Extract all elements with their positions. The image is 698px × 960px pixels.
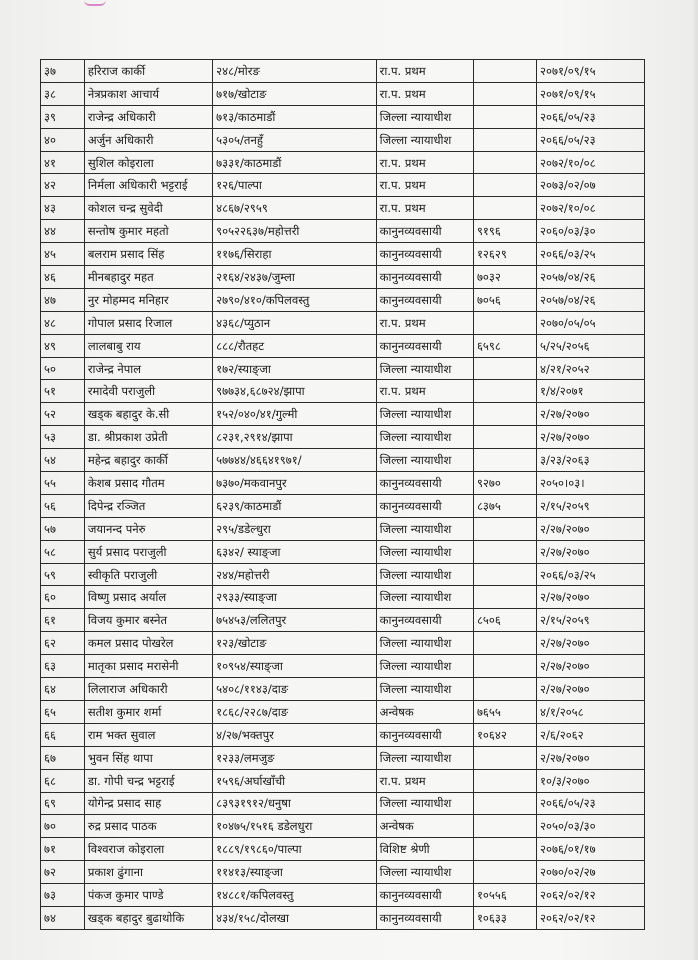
date-cell: २/२७/२०७० (537, 540, 645, 563)
registration-cell: १८६८/२२८७/दाङ (213, 700, 377, 723)
registration-cell: २१६४/२४३७/जुम्ला (213, 266, 377, 289)
serial-number-cell: ४१ (41, 151, 85, 174)
name-cell: जयानन्द पनेरु (84, 517, 212, 540)
position-cell: जिल्ला न्यायाधीश (376, 678, 473, 701)
position-cell: कानुनव्यवसायी (376, 243, 473, 266)
table-row (41, 266, 645, 289)
serial-number-cell: ४९ (41, 334, 85, 357)
date-cell: ५/२५/२०५६ (537, 334, 645, 357)
serial-number-cell: ५२ (41, 403, 85, 426)
serial-number-cell: ६५ (41, 700, 85, 723)
name-cell: अर्जुन अधिकारी (84, 128, 212, 151)
table-row (41, 700, 645, 723)
position-cell: जिल्ला न्यायाधीश (376, 861, 473, 884)
license-number-cell: ८३७५ (473, 494, 536, 517)
license-number-cell: १०६४२ (473, 723, 536, 746)
license-number-cell (473, 174, 536, 197)
name-cell: डा. श्रीप्रकाश उप्रेती (84, 426, 212, 449)
serial-number-cell: ५४ (41, 449, 85, 472)
date-cell: २०६६/०३/२५ (537, 243, 645, 266)
registration-cell: २९५/डडेल्धुरा (213, 517, 377, 540)
position-cell: कानुनव्यवसायी (376, 472, 473, 495)
registration-cell: १५२/०४०/४१/गुल्मी (213, 403, 377, 426)
registration-cell: १७२/स्याङ्जा (213, 357, 377, 380)
position-cell: कानुनव्यवसायी (376, 288, 473, 311)
serial-number-cell: ४७ (41, 288, 85, 311)
position-cell: जिल्ला न्यायाधीश (376, 105, 473, 128)
license-number-cell (473, 82, 536, 105)
license-number-cell (473, 655, 536, 678)
serial-number-cell: ५९ (41, 563, 85, 586)
table-row (41, 723, 645, 746)
table-row (41, 334, 645, 357)
position-cell: जिल्ला न्यायाधीश (376, 426, 473, 449)
name-cell: भुवन सिंह थापा (84, 746, 212, 769)
license-number-cell (473, 861, 536, 884)
license-number-cell (473, 357, 536, 380)
table-row (41, 746, 645, 769)
name-cell: सतीश कुमार शर्मा (84, 700, 212, 723)
position-cell: कानुनव्यवसायी (376, 723, 473, 746)
date-cell: २/२७/२०७० (537, 655, 645, 678)
license-number-cell (473, 60, 536, 83)
table-row (41, 380, 645, 403)
name-cell: प्रकाश ढुंगाना (84, 861, 212, 884)
table-row (41, 288, 645, 311)
registration-cell: ११४१३/स्याङ्जा (213, 861, 377, 884)
name-cell: नेत्रप्रकाश आचार्य (84, 82, 212, 105)
date-cell: २०५०।०३। (537, 472, 645, 495)
table-row (41, 60, 645, 83)
name-cell: पंकज कुमार पाण्डे (84, 884, 212, 907)
date-cell: २०६६/०५/२३ (537, 792, 645, 815)
registration-cell: ८८८/रौतहट (213, 334, 377, 357)
name-cell: योगेन्द्र प्रसाद साह (84, 792, 212, 815)
name-cell: रमादेवी पराजुली (84, 380, 212, 403)
name-cell: गोपाल प्रसाद रिजाल (84, 311, 212, 334)
serial-number-cell: ४० (41, 128, 85, 151)
name-cell: स्वीकृति पराजुली (84, 563, 212, 586)
position-cell: अन्वेषक (376, 700, 473, 723)
table-row (41, 632, 645, 655)
registration-cell: १२३/खोटाङ (213, 632, 377, 655)
serial-number-cell: ४२ (41, 174, 85, 197)
name-cell: दिपेन्द्र रञ्जित (84, 494, 212, 517)
license-number-cell: ७६५५ (473, 700, 536, 723)
license-number-cell: ९२७० (473, 472, 536, 495)
table-row (41, 403, 645, 426)
registration-cell: १०४७५/१५१६ डडेलधुरा (213, 815, 377, 838)
position-cell: कानुनव्यवसायी (376, 220, 473, 243)
table-row (41, 197, 645, 220)
name-cell: विश्वराज कोइराला (84, 838, 212, 861)
name-cell: सुशिल कोइराला (84, 151, 212, 174)
position-cell: विशिष्ट श्रेणी (376, 838, 473, 861)
name-cell: कमल प्रसाद पोखरेल (84, 632, 212, 655)
table-row (41, 769, 645, 792)
serial-number-cell: ४३ (41, 197, 85, 220)
registration-cell: ७३३१/काठमाडौं (213, 151, 377, 174)
serial-number-cell: ५० (41, 357, 85, 380)
date-cell: १/४/२०७१ (537, 380, 645, 403)
position-cell: अन्वेषक (376, 815, 473, 838)
license-number-cell (473, 517, 536, 540)
name-cell: राजेन्द्र नेपाल (84, 357, 212, 380)
table-row (41, 655, 645, 678)
serial-number-cell: ५७ (41, 517, 85, 540)
date-cell: २०६६/०५/२३ (537, 128, 645, 151)
serial-number-cell: ७० (41, 815, 85, 838)
name-cell: डा. गोपी चन्द्र भट्टराई (84, 769, 212, 792)
serial-number-cell: ४६ (41, 266, 85, 289)
registration-cell: ७५४५३/ललितपुर (213, 609, 377, 632)
position-cell: जिल्ला न्यायाधीश (376, 655, 473, 678)
serial-number-cell: ६० (41, 586, 85, 609)
license-number-cell (473, 586, 536, 609)
date-cell: २०५७/०४/२६ (537, 288, 645, 311)
registration-cell: ६३४२/ स्याङ्जा (213, 540, 377, 563)
serial-number-cell: ६६ (41, 723, 85, 746)
table-row (41, 105, 645, 128)
license-number-cell: ७०३२ (473, 266, 536, 289)
name-cell: लिलाराज अधिकारी (84, 678, 212, 701)
serial-number-cell: ४८ (41, 311, 85, 334)
date-cell: २०५०/०३/३० (537, 815, 645, 838)
name-cell: रुद्र प्रसाद पाठक (84, 815, 212, 838)
registration-cell: ६२३९/काठमाडौं (213, 494, 377, 517)
position-cell: जिल्ला न्यायाधीश (376, 586, 473, 609)
license-number-cell: ६५९८ (473, 334, 536, 357)
table-row (41, 563, 645, 586)
serial-number-cell: ६८ (41, 769, 85, 792)
name-cell: राजेन्द्र अधिकारी (84, 105, 212, 128)
position-cell: रा.प. प्रथम (376, 311, 473, 334)
serial-number-cell: ५५ (41, 472, 85, 495)
registration-cell: ११७६/सिराहा (213, 243, 377, 266)
table-row (41, 517, 645, 540)
name-cell: मातृका प्रसाद मरासेनी (84, 655, 212, 678)
license-number-cell (473, 769, 536, 792)
serial-number-cell: ५६ (41, 494, 85, 517)
registration-cell: २४४/महोत्तरी (213, 563, 377, 586)
license-number-cell (473, 678, 536, 701)
date-cell: २/२७/२०७० (537, 403, 645, 426)
position-cell: कानुनव्यवसायी (376, 266, 473, 289)
position-cell: रा.प. प्रथम (376, 60, 473, 83)
license-number-cell (473, 746, 536, 769)
license-number-cell (473, 105, 536, 128)
date-cell: २०७१/०९/१५ (537, 60, 645, 83)
date-cell: १०/३/२०७० (537, 769, 645, 792)
registration-cell: १५९६/अर्घाखाँची (213, 769, 377, 792)
license-number-cell: १०५५६ (473, 884, 536, 907)
serial-number-cell: ५३ (41, 426, 85, 449)
position-cell: रा.प. प्रथम (376, 174, 473, 197)
license-number-cell (473, 151, 536, 174)
date-cell: ४/१/२०५८ (537, 700, 645, 723)
license-number-cell (473, 449, 536, 472)
date-cell: २०६६/०५/२३ (537, 105, 645, 128)
date-cell: २/१५/२०५९ (537, 494, 645, 517)
license-number-cell (473, 128, 536, 151)
registration-cell: १०९५४/स्याङ्जा (213, 655, 377, 678)
table-row (41, 243, 645, 266)
serial-number-cell: ६२ (41, 632, 85, 655)
serial-number-cell: ५८ (41, 540, 85, 563)
name-cell: मीनबहादुर महत (84, 266, 212, 289)
position-cell: रा.प. प्रथम (376, 82, 473, 105)
name-cell: खड्क बहादुर के.सी (84, 403, 212, 426)
registration-cell: १४८८१/कपिलवस्तु (213, 884, 377, 907)
table-row (41, 426, 645, 449)
date-cell: २/६/२०६२ (537, 723, 645, 746)
serial-number-cell: ७२ (41, 861, 85, 884)
serial-number-cell: ७१ (41, 838, 85, 861)
position-cell: जिल्ला न्यायाधीश (376, 357, 473, 380)
table-row (41, 494, 645, 517)
position-cell: कानुनव्यवसायी (376, 884, 473, 907)
position-cell: रा.प. प्रथम (376, 151, 473, 174)
registration-cell: ४/२७/भक्तपुर (213, 723, 377, 746)
date-cell: २०६२/०२/१२ (537, 884, 645, 907)
date-cell: २०७६/०१/१७ (537, 838, 645, 861)
registration-cell: १८८९/१९८६०/पाल्पा (213, 838, 377, 861)
serial-number-cell: ७३ (41, 884, 85, 907)
name-cell: बलराम प्रसाद सिंह (84, 243, 212, 266)
name-cell: खड्क बहादुर बुढाथोकि (84, 906, 212, 929)
registration-cell: २४८/मोरङ (213, 60, 377, 83)
license-number-cell: १०६३३ (473, 906, 536, 929)
name-cell: सुर्य प्रसाद पराजुली (84, 540, 212, 563)
date-cell: २०७०/०२/२७ (537, 861, 645, 884)
serial-number-cell: ४४ (41, 220, 85, 243)
position-cell: जिल्ला न्यायाधीश (376, 792, 473, 815)
name-cell: केशब प्रसाद गौतम (84, 472, 212, 495)
registration-cell: ७३७०/मकवानपुर (213, 472, 377, 495)
table-row (41, 540, 645, 563)
registration-cell: २७९०/४१०/कपिलवस्तु (213, 288, 377, 311)
serial-number-cell: ६९ (41, 792, 85, 815)
serial-number-cell: ३९ (41, 105, 85, 128)
date-cell: ३/२३/२०६३ (537, 449, 645, 472)
registration-cell: ५४०८/११४३/दाङ (213, 678, 377, 701)
license-number-cell (473, 197, 536, 220)
serial-number-cell: ६७ (41, 746, 85, 769)
date-cell: २/१५/२०५९ (537, 609, 645, 632)
name-cell: निर्मला अधिकारी भट्टराई (84, 174, 212, 197)
registration-cell: ८२३१,२९१४/झापा (213, 426, 377, 449)
position-cell: रा.प. प्रथम (376, 197, 473, 220)
name-cell: लालबाबु राय (84, 334, 212, 357)
license-number-cell (473, 792, 536, 815)
date-cell: २०६०/०३/३० (537, 220, 645, 243)
ink-mark (84, 0, 106, 6)
serial-number-cell: ७४ (41, 906, 85, 929)
license-number-cell: ९१९६ (473, 220, 536, 243)
roster-body (41, 60, 645, 930)
table-row (41, 449, 645, 472)
license-number-cell (473, 403, 536, 426)
date-cell: २/२७/२०७० (537, 517, 645, 540)
table-row (41, 174, 645, 197)
registration-cell: ७१७/खोटाङ (213, 82, 377, 105)
name-cell: कोशल चन्द्र सुवेदी (84, 197, 212, 220)
position-cell: जिल्ला न्यायाधीश (376, 746, 473, 769)
roster-table (40, 59, 645, 930)
date-cell: ४/२१/२०५२ (537, 357, 645, 380)
license-number-cell (473, 838, 536, 861)
serial-number-cell: ६४ (41, 678, 85, 701)
license-number-cell (473, 563, 536, 586)
position-cell: रा.प. प्रथम (376, 380, 473, 403)
serial-number-cell: ५१ (41, 380, 85, 403)
table-row (41, 82, 645, 105)
name-cell: नुर मोहम्मद मनिहार (84, 288, 212, 311)
license-number-cell: १२६२९ (473, 243, 536, 266)
registration-cell: ८३९३१९१२/धनुषा (213, 792, 377, 815)
registration-cell: २९३३/स्याङ्जा (213, 586, 377, 609)
table-row (41, 884, 645, 907)
date-cell: २/२७/२०७० (537, 632, 645, 655)
registration-cell: १२३३/लमजुङ (213, 746, 377, 769)
date-cell: २/२७/२०७० (537, 586, 645, 609)
registration-cell: ९०५२२६३७/महोत्तरी (213, 220, 377, 243)
date-cell: २०६२/०२/१२ (537, 906, 645, 929)
position-cell: जिल्ला न्यायाधीश (376, 540, 473, 563)
date-cell: २०५७/०४/२६ (537, 266, 645, 289)
date-cell: २०७०/०५/०५ (537, 311, 645, 334)
serial-number-cell: ६३ (41, 655, 85, 678)
position-cell: जिल्ला न्यायाधीश (376, 517, 473, 540)
serial-number-cell: ३७ (41, 60, 85, 83)
table-row (41, 861, 645, 884)
license-number-cell: ७०५६ (473, 288, 536, 311)
name-cell: सन्तोष कुमार महतो (84, 220, 212, 243)
table-row (41, 357, 645, 380)
table-row (41, 815, 645, 838)
table-row (41, 472, 645, 495)
registration-cell: ७१३/काठमाडौं (213, 105, 377, 128)
table-row (41, 128, 645, 151)
license-number-cell (473, 540, 536, 563)
license-number-cell (473, 380, 536, 403)
table-row (41, 311, 645, 334)
table-row (41, 678, 645, 701)
table-row (41, 220, 645, 243)
license-number-cell: ८५०६ (473, 609, 536, 632)
name-cell: विजय कुमार बस्नेत (84, 609, 212, 632)
registration-cell: ४८६७/२९५९ (213, 197, 377, 220)
serial-number-cell: ६१ (41, 609, 85, 632)
date-cell: २०७१/०९/१५ (537, 82, 645, 105)
position-cell: जिल्ला न्यायाधीश (376, 449, 473, 472)
position-cell: जिल्ला न्यायाधीश (376, 403, 473, 426)
name-cell: हरिराज कार्की (84, 60, 212, 83)
date-cell: २०६६/०३/२५ (537, 563, 645, 586)
table-row (41, 586, 645, 609)
license-number-cell (473, 632, 536, 655)
table-row (41, 792, 645, 815)
license-number-cell (473, 426, 536, 449)
table-row (41, 838, 645, 861)
page-edge-shadow (692, 0, 698, 960)
registration-cell: ९७७३४,६८७२४/झापा (213, 380, 377, 403)
position-cell: कानुनव्यवसायी (376, 906, 473, 929)
license-number-cell (473, 815, 536, 838)
date-cell: २०७२/१०/०८ (537, 151, 645, 174)
position-cell: रा.प. प्रथम (376, 769, 473, 792)
serial-number-cell: ४५ (41, 243, 85, 266)
registration-cell: ५३०५/तनहुँ (213, 128, 377, 151)
date-cell: २/२७/२०७० (537, 678, 645, 701)
position-cell: कानुनव्यवसायी (376, 334, 473, 357)
position-cell: जिल्ला न्यायाधीश (376, 632, 473, 655)
date-cell: २०७२/१०/०८ (537, 197, 645, 220)
registration-cell: ४३४/१५८/दोलखा (213, 906, 377, 929)
position-cell: जिल्ला न्यायाधीश (376, 563, 473, 586)
serial-number-cell: ३८ (41, 82, 85, 105)
registration-cell: ४३६८/प्युठान (213, 311, 377, 334)
table-row (41, 609, 645, 632)
registration-cell: १२६/पाल्पा (213, 174, 377, 197)
name-cell: विष्णु प्रसाद अर्याल (84, 586, 212, 609)
position-cell: जिल्ला न्यायाधीश (376, 128, 473, 151)
date-cell: २/२७/२०७० (537, 426, 645, 449)
name-cell: राम भक्त सुवाल (84, 723, 212, 746)
position-cell: कानुनव्यवसायी (376, 494, 473, 517)
table-row (41, 906, 645, 929)
license-number-cell (473, 311, 536, 334)
name-cell: महेन्द्र बहादुर कार्की (84, 449, 212, 472)
registration-cell: ५७७४४/४६६४१९७१/ (213, 449, 377, 472)
position-cell: कानुनव्यवसायी (376, 609, 473, 632)
date-cell: २०७३/०२/०७ (537, 174, 645, 197)
table-row (41, 151, 645, 174)
date-cell: २/२७/२०७० (537, 746, 645, 769)
